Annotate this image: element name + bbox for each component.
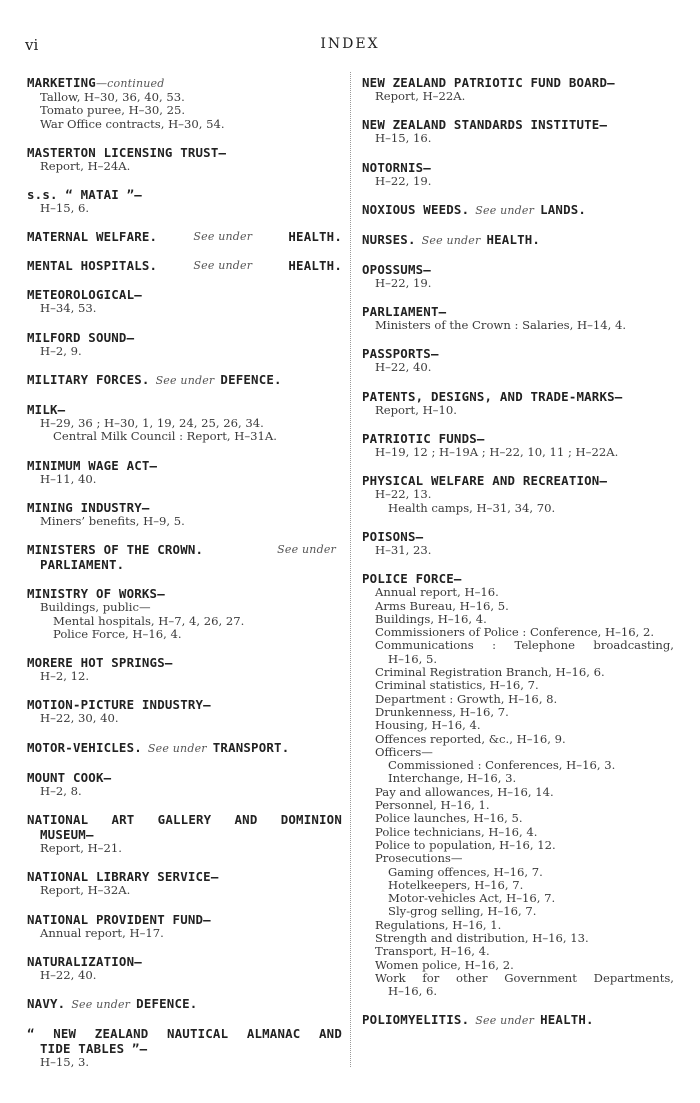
- sub-entry: H–19, 12 ; H–19A ; H–22, 10, 11 ; H–22A.: [375, 445, 619, 460]
- sub-entry: H–2, 9.: [40, 343, 82, 358]
- sub-entry: Tomato puree, H–30, 25.: [40, 103, 186, 118]
- entry-heading: PARLIAMENT—: [362, 304, 447, 320]
- index-entry-notornis: [362, 160, 674, 188]
- entry-heading: NATIONAL LIBRARY SERVICE—: [27, 869, 219, 885]
- sub-entry: Miners’ benefits, H–9, 5.: [40, 513, 185, 528]
- sub-entry: Pay and allowances, H–16, 14.: [375, 784, 554, 799]
- index-entry-passports: [362, 346, 674, 374]
- sub-entry: Buildings, H–16, 4.: [375, 611, 487, 626]
- index-entry-minimum-wage: [27, 458, 342, 486]
- index-entry-marketing: [27, 75, 342, 131]
- index-entry-naturalization: [27, 954, 342, 982]
- entry-heading: MOUNT COOK—: [27, 769, 112, 785]
- sub-entry: H–15, 16.: [375, 131, 432, 146]
- sub-entry: Sly-grog selling, H–16, 7.: [388, 904, 537, 919]
- entry-heading: NATIONAL PROVIDENT FUND—: [27, 911, 211, 927]
- sub-entry: Police Force, H–16, 4.: [53, 626, 182, 641]
- sub-entry: Annual report, H–16.: [375, 585, 499, 600]
- sub-entry: Transport, H–16, 4.: [375, 944, 490, 959]
- sub-entry: H–34, 53.: [40, 301, 97, 316]
- sub-entry: Department : Growth, H–16, 8.: [375, 691, 558, 706]
- sub-entry: Commissioners of Police : Conference, H–16, 2.: [375, 625, 655, 640]
- entry-heading: MINING INDUSTRY—: [27, 499, 150, 515]
- entry-heading: NEW ZEALAND PATRIOTIC FUND BOARD—: [362, 75, 615, 90]
- entry-heading-continued: PARLIAMENT.: [40, 557, 125, 573]
- column-divider: [350, 72, 351, 1067]
- index-entry-opossums: [362, 262, 674, 290]
- sub-entry: Hotelkeepers, H–16, 7.: [388, 877, 524, 892]
- sub-entry: Report, H–22A.: [375, 89, 466, 103]
- index-entry-ministers: [27, 542, 342, 572]
- sub-entry: Report, H–32A.: [40, 883, 131, 898]
- sub-entry: Prosecutions—: [375, 851, 463, 866]
- index-entry-motion-picture: [27, 697, 342, 725]
- index-entry-maternal: MATERNAL WELFARE. See under HEALTH.: [27, 229, 342, 245]
- sub-entry: Police to population, H–16, 12.: [375, 837, 556, 852]
- entry-heading: “ NEW ZEALAND NAUTICAL ALMANAC AND: [27, 1026, 342, 1042]
- sub-entry: Annual report, H–17.: [40, 925, 164, 940]
- index-entry-national-art: [27, 812, 342, 855]
- entry-heading: POISONS—: [362, 528, 424, 544]
- sub-entry: Work for other Government Departments,: [375, 970, 674, 985]
- entry-heading-continued: TIDE TABLES ”—: [40, 1041, 148, 1057]
- sub-entry: Central Milk Council : Report, H–31A.: [53, 429, 277, 444]
- left-column: [27, 75, 342, 1084]
- entry-heading: PATENTS, DESIGNS, AND TRADE-MARKS—: [362, 388, 623, 404]
- sub-entry: Tallow, H–30, 36, 40, 53.: [40, 90, 185, 104]
- sub-entry: Report, H–10.: [375, 402, 457, 417]
- entry-heading: MORERE HOT SPRINGS—: [27, 655, 173, 671]
- index-entry-mining: [27, 500, 342, 528]
- entry-heading: MILK—: [27, 402, 66, 418]
- index-entry-masterton: [27, 145, 342, 173]
- sub-entry: Buildings, public—: [40, 600, 151, 615]
- sub-entry: H–22, 30, 40.: [40, 711, 119, 726]
- index-entry-almanac: [27, 1026, 342, 1069]
- right-column: [362, 75, 674, 1042]
- sub-entry: Regulations, H–16, 1.: [375, 917, 502, 932]
- entry-heading: OPOSSUMS—: [362, 261, 431, 277]
- index-entry-poisons: [362, 529, 674, 557]
- sub-entry: Personnel, H–16, 1.: [375, 798, 490, 813]
- entry-heading-continued: MUSEUM—: [40, 827, 94, 843]
- index-entry-noxious: NOXIOUS WEEDS. See under LANDS.: [362, 201, 587, 217]
- index-entry-poliomyelitis: POLIOMYELITIS. See under HEALTH.: [362, 1012, 594, 1028]
- sub-entry: H–22, 13.: [375, 487, 432, 502]
- entry-heading: NEW ZEALAND STANDARDS INSTITUTE—: [362, 117, 608, 133]
- sub-entry-continued: H–16, 5.: [388, 651, 438, 666]
- index-entry-national-library: [27, 869, 342, 897]
- entry-heading: NATIONAL ART GALLERY AND DOMINION: [27, 812, 342, 828]
- sub-entry: Criminal statistics, H–16, 7.: [375, 678, 539, 693]
- index-entry-standards: [362, 117, 674, 145]
- entry-heading: NOTORNIS—: [362, 159, 431, 175]
- sub-entry: H–15, 6.: [40, 201, 90, 216]
- entry-heading: MOTION-PICTURE INDUSTRY—: [27, 697, 211, 713]
- entry-heading: s.s. “ MATAI ”—: [27, 187, 142, 203]
- sub-entry: Police technicians, H–16, 4.: [375, 824, 538, 839]
- index-entry-matai: [27, 187, 342, 215]
- sub-entry: H–22, 40.: [375, 360, 432, 375]
- entry-heading: PASSPORTS—: [362, 346, 439, 362]
- index-entry-milford: [27, 330, 342, 358]
- index-entry-navy: NAVY. See under DEFENCE.: [27, 996, 198, 1012]
- sub-entry: Commissioned : Conferences, H–16, 3.: [388, 758, 616, 773]
- index-entry-milk: [27, 402, 342, 444]
- index-entry-military: MILITARY FORCES. See under DEFENCE.: [27, 372, 282, 388]
- sub-entry: Officers—: [375, 744, 433, 759]
- entry-heading: METEOROLOGICAL—: [27, 287, 142, 303]
- sub-entry: Women police, H–16, 2.: [375, 957, 514, 972]
- index-entry-patriotic-funds: [362, 431, 674, 459]
- index-entry-meteorological: [27, 287, 342, 315]
- sub-entry: Criminal Registration Branch, H–16, 6.: [375, 665, 605, 680]
- sub-entry: Ministers of the Crown : Salaries, H–14, 4.: [375, 318, 627, 333]
- index-entry-ministry-works: [27, 586, 342, 641]
- index-entry-police-force: [362, 571, 674, 998]
- sub-entry: H–2, 12.: [40, 669, 90, 684]
- index-entry-mental-hospitals: MENTAL HOSPITALS. See under HEALTH.: [27, 258, 342, 274]
- index-entry-provident: [27, 912, 342, 940]
- entry-heading: MINIMUM WAGE ACT—: [27, 457, 158, 473]
- entry-heading: POLICE FORCE—: [362, 571, 462, 587]
- sub-entry: War Office contracts, H–30, 54.: [40, 116, 225, 131]
- entry-heading: MILFORD SOUND—: [27, 329, 135, 345]
- sub-entry: Police launches, H–16, 5.: [375, 811, 523, 826]
- entry-heading: MASTERTON LICENSING TRUST—: [27, 144, 227, 160]
- sub-entry: H–2, 8.: [40, 783, 82, 798]
- sub-entry: H–22, 19.: [375, 173, 432, 188]
- index-entry-parliament: [362, 304, 674, 332]
- index-entry-morere: [27, 655, 342, 683]
- sub-entry: Communications : Telephone broadcasting,: [375, 638, 674, 653]
- sub-entry: H–22, 19.: [375, 275, 432, 290]
- sub-entry-continued: H–16, 6.: [388, 984, 438, 999]
- index-entry-mount-cook: [27, 770, 342, 798]
- index-entry-motor-vehicles: MOTOR-VEHICLES. See under TRANSPORT.: [27, 739, 290, 755]
- sub-entry: H–29, 36 ; H–30, 1, 19, 24, 25, 26, 34.: [40, 416, 264, 431]
- sub-entry: Gaming offences, H–16, 7.: [388, 864, 543, 879]
- sub-entry: Strength and distribution, H–16, 13.: [375, 930, 589, 945]
- sub-entry: H–31, 23.: [375, 542, 432, 557]
- page-title: INDEX: [320, 36, 380, 52]
- sub-entry: Report, H–24A.: [40, 158, 131, 173]
- sub-entry: Interchange, H–16, 3.: [388, 771, 517, 786]
- entry-heading: MINISTRY OF WORKS—: [27, 586, 165, 602]
- sub-entry: H–11, 40.: [40, 471, 97, 486]
- entry-heading: MARKETING—continued: [27, 75, 165, 90]
- sub-entry: H–15, 3.: [40, 1055, 90, 1070]
- sub-entry: Health camps, H–31, 34, 70.: [388, 500, 556, 515]
- index-entry-patriotic-board: [362, 75, 674, 103]
- entry-heading: PATRIOTIC FUNDS—: [362, 431, 485, 447]
- sub-entry: Mental hospitals, H–7, 4, 26, 27.: [53, 613, 245, 628]
- sub-entry: H–22, 40.: [40, 967, 97, 982]
- sub-entry: Arms Bureau, H–16, 5.: [375, 598, 509, 613]
- sub-entry: Report, H–21.: [40, 841, 122, 856]
- sub-entry: Offences reported, &c., H–16, 9.: [375, 731, 566, 746]
- sub-entry: Housing, H–16, 4.: [375, 718, 481, 733]
- index-entry-patents: [362, 389, 674, 417]
- sub-entry: Motor-vehicles Act, H–16, 7.: [388, 891, 556, 906]
- entry-heading: NATURALIZATION—: [27, 953, 142, 969]
- sub-entry: Drunkenness, H–16, 7.: [375, 704, 509, 719]
- page-number: vi: [25, 36, 39, 54]
- entry-heading: PHYSICAL WELFARE AND RECREATION—: [362, 473, 608, 489]
- entry-heading: MINISTERS OF THE CROWN. See under: [27, 542, 336, 558]
- index-entry-physical-welfare: [362, 473, 674, 515]
- page-header: [0, 34, 700, 56]
- index-entry-nurses: NURSES. See under HEALTH.: [362, 231, 541, 247]
